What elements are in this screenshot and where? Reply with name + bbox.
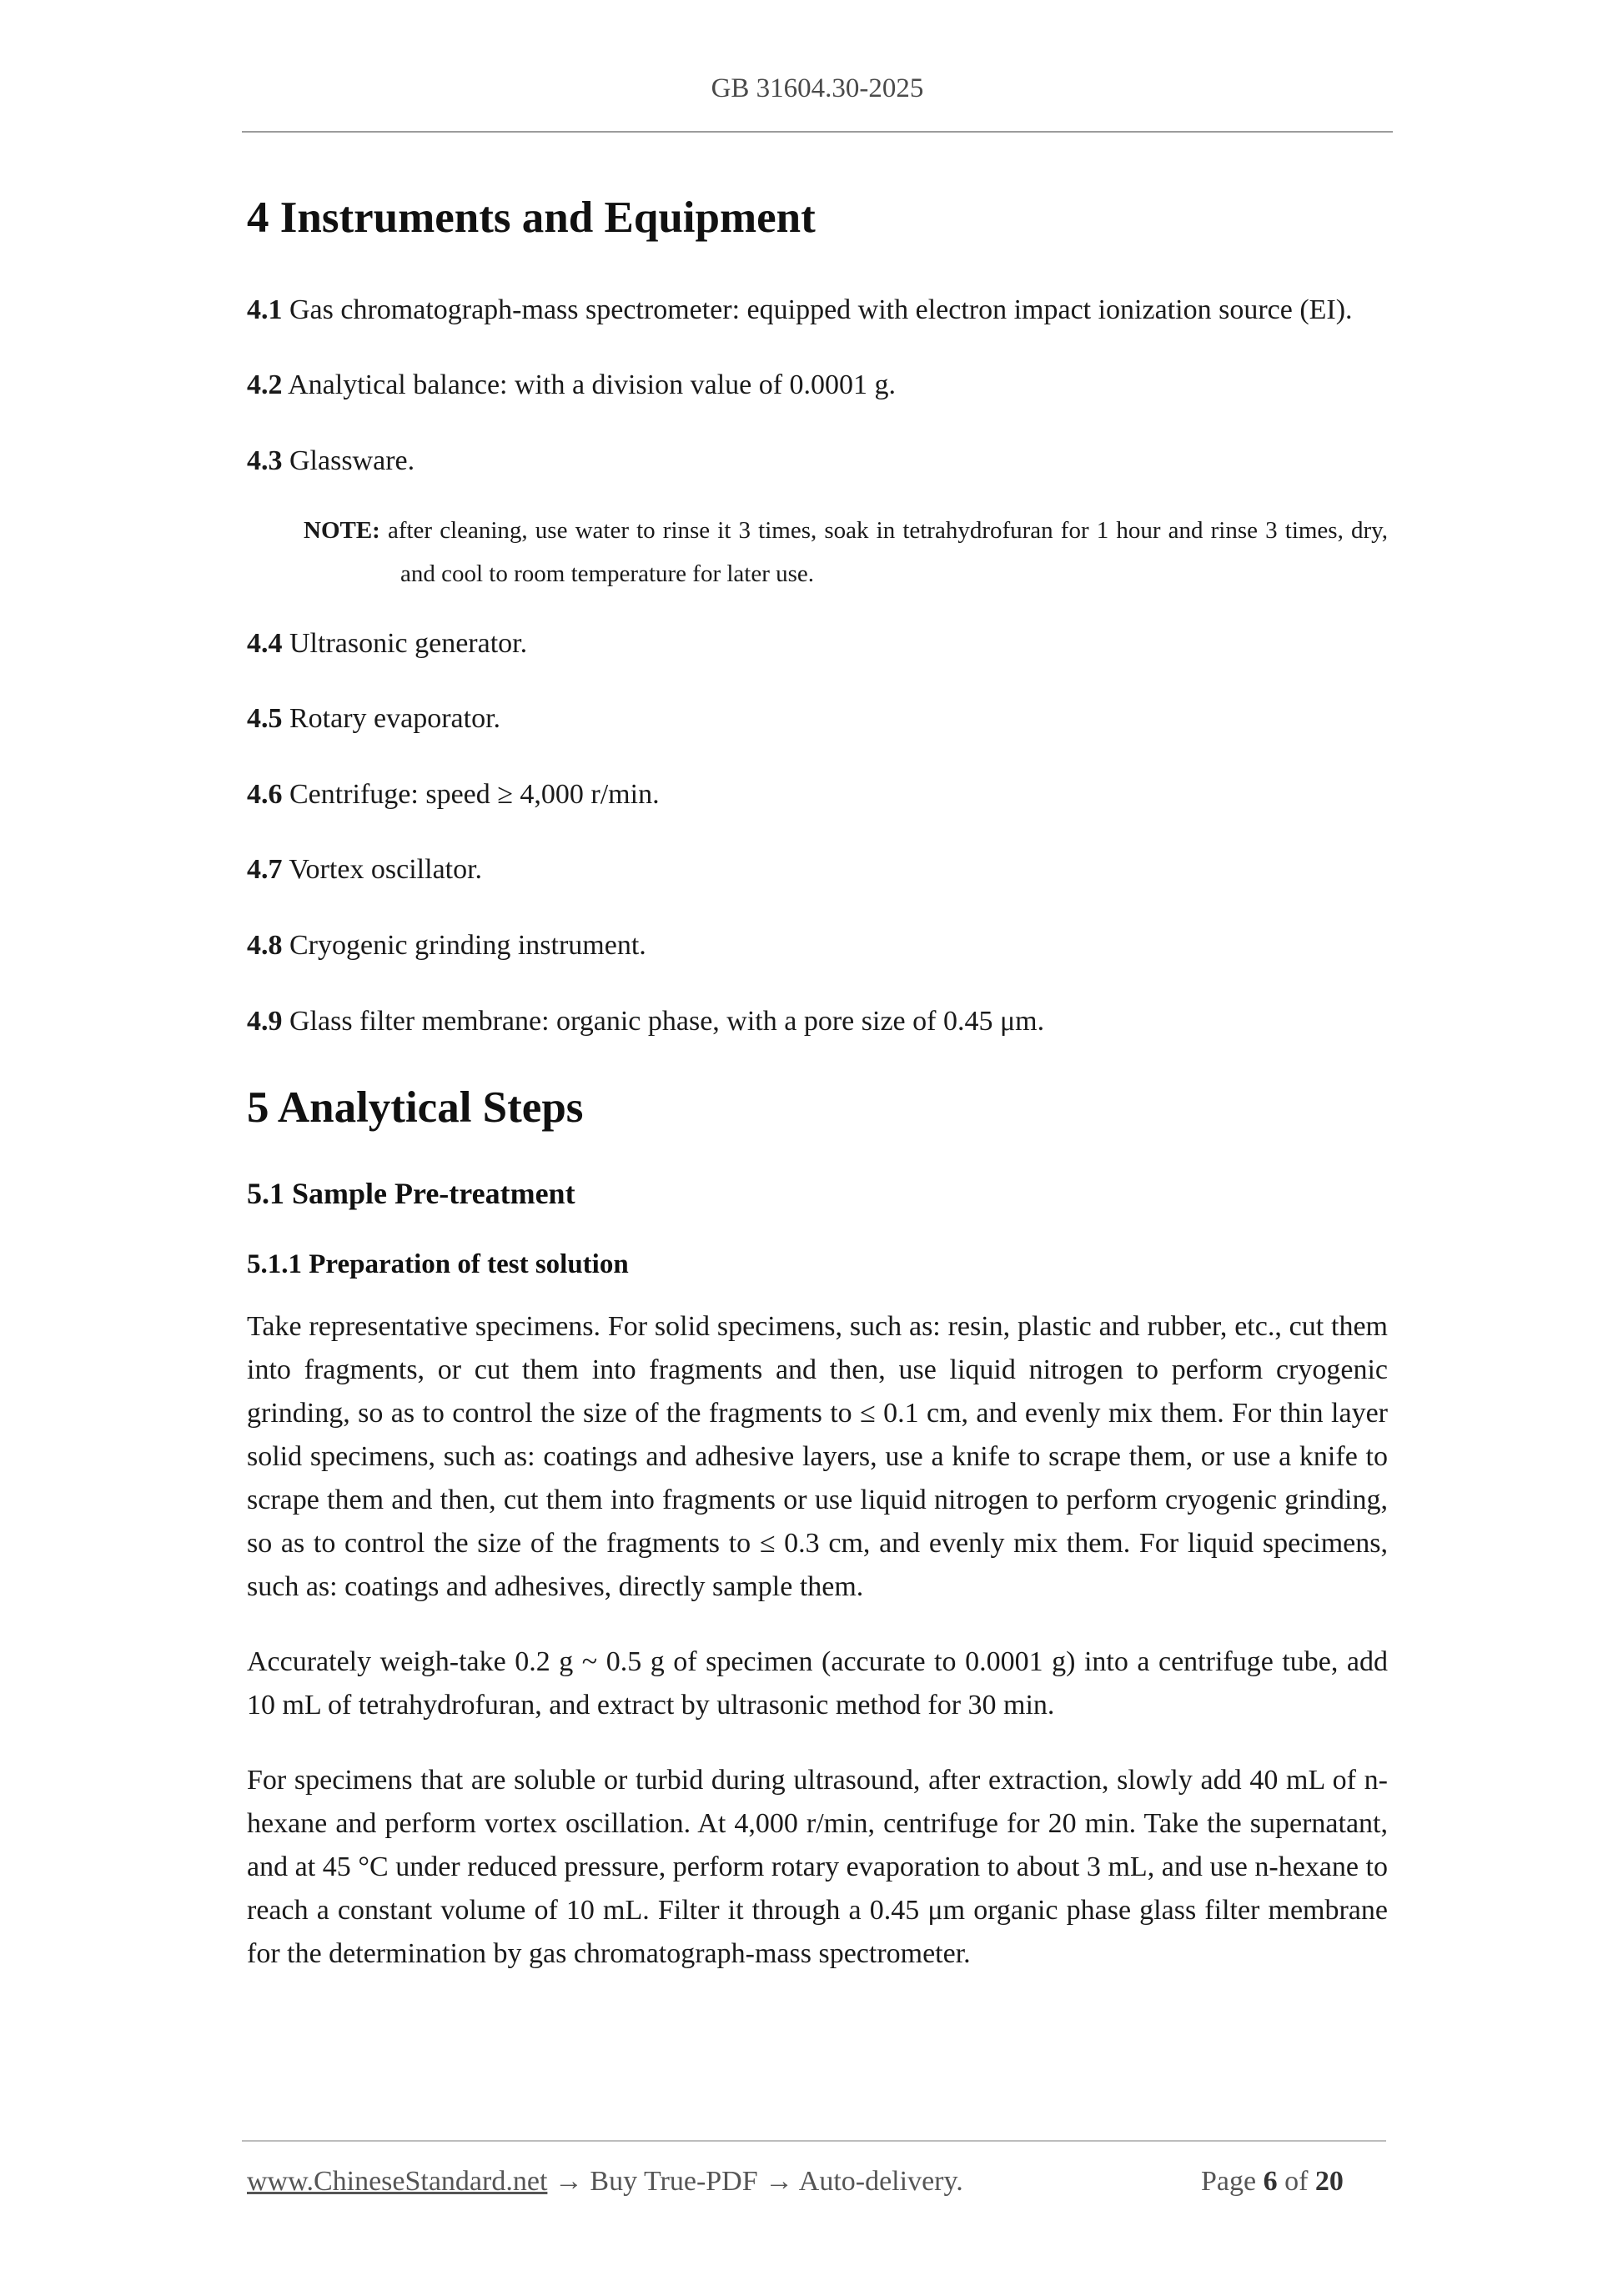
chapter-4-heading: 4 Instruments and Equipment (247, 193, 816, 242)
item-number: 4.8 (247, 929, 283, 961)
section-5-1-heading: 5.1 Sample Pre-treatment (247, 1177, 575, 1211)
page-total: 20 (1314, 2166, 1344, 2197)
page-current: 6 (1263, 2166, 1278, 2197)
page-of: of (1284, 2166, 1309, 2197)
paragraph-specimens: Take representative specimens. For solid specimens, such as: resin, plastic and rubber, etc., cut them into fragments, or cut them into fragments and then, use liquid nitrogen to perform cryogenic grinding, so as to control the size of the fragments to ≤ 0.1 cm, and evenly mix them. For thin layer solid specimens, such as: coatings and adhesive layers, use a knife to scrape them, or use a knife to scrape them and then, cut them into fragments or use liquid nitrogen to perform cryogenic grinding, so as to control the size of the fragments to ≤ 0.3 cm, and evenly mix them. For liquid specimens, such as: coatings and adhesives, directly sample them. (247, 1311, 1388, 1603)
item-4-4 (247, 622, 1388, 666)
arrow-icon: → (765, 2166, 794, 2197)
item-number: 4.7 (247, 853, 283, 885)
footer-buy-text: Buy True-PDF (582, 2166, 766, 2197)
item-text: Gas chromatograph-mass spectrometer: equipped with electron impact ionization source (EI). (282, 294, 1353, 325)
header-title: GB 31604.30-2025 (711, 73, 924, 103)
item-text: Glass filter membrane: organic phase, with a pore size of 0.45 μm. (282, 1005, 1045, 1037)
arrow-icon: → (554, 2166, 583, 2197)
item-number: 4.5 (247, 702, 283, 734)
item-number: 4.6 (247, 778, 283, 810)
item-4-3 (247, 440, 1388, 483)
item-4-1 (247, 289, 1388, 332)
item-number: 4.9 (247, 1005, 283, 1037)
chapter-5-heading: 5 Analytical Steps (247, 1083, 584, 1132)
note-label: NOTE: (304, 516, 380, 544)
note-text: after cleaning, use water to rinse it 3 times, soak in tetrahydrofuran for 1 hour and rinse 3 times, dry, and cool to room temperature for later use. (379, 516, 1388, 587)
item-text: Cryogenic grinding instrument. (282, 929, 646, 961)
page-number (1201, 2166, 1344, 2198)
item-text: Centrifuge: speed ≥ 4,000 r/min. (282, 778, 660, 810)
item-4-5 (247, 697, 1388, 741)
paragraph-soluble: For specimens that are soluble or turbid during ultrasound, after extraction, slowly add 40 mL of n-hexane and perform vortex oscillation. At 4,000 r/min, centrifuge for 20 min. Take the supernatant, and at 45 °C under reduced pressure, perform rotary evaporation to about 3 mL, and use n-hexane to reach a constant volume of 10 mL. Filter it through a 0.45 μm organic phase glass filter membrane for the determination by gas chromatograph-mass spectrometer. (247, 1765, 1388, 1970)
item-number: 4.2 (247, 369, 283, 400)
item-text: Vortex oscillator. (282, 853, 483, 885)
item-text: Ultrasonic generator. (282, 627, 528, 659)
item-4-7 (247, 848, 1388, 892)
header-rule (242, 131, 1393, 133)
item-4-9 (247, 1000, 1388, 1043)
footer-website-link[interactable]: www.ChineseStandard.net (247, 2166, 548, 2197)
section-5-1-1-heading: 5.1.1 Preparation of test solution (247, 1249, 629, 1280)
item-4-6 (247, 773, 1388, 816)
note-4-3 (304, 509, 1388, 595)
item-4-2 (247, 364, 1388, 407)
item-number: 4.4 (247, 627, 283, 659)
item-text: Analytical balance: with a division value of 0.0001 g. (282, 369, 897, 400)
page-content (247, 192, 1388, 1976)
item-text: Glassware. (282, 445, 415, 476)
paragraph-weigh: Accurately weigh-take 0.2 g ~ 0.5 g of specimen (accurate to 0.0001 g) into a centrifuge tube, add 10 mL of tetrahydrofuran, and extract by ultrasonic method for 30 min. (247, 1646, 1388, 1721)
item-number: 4.1 (247, 294, 283, 325)
footer-rule (242, 2140, 1386, 2142)
page-word: Page (1201, 2166, 1257, 2197)
item-4-8 (247, 924, 1388, 967)
item-text: Rotary evaporator. (282, 702, 501, 734)
footer-delivery-text: Auto-delivery. (793, 2166, 963, 2197)
item-number: 4.3 (247, 445, 283, 476)
footer-left (247, 2166, 963, 2198)
